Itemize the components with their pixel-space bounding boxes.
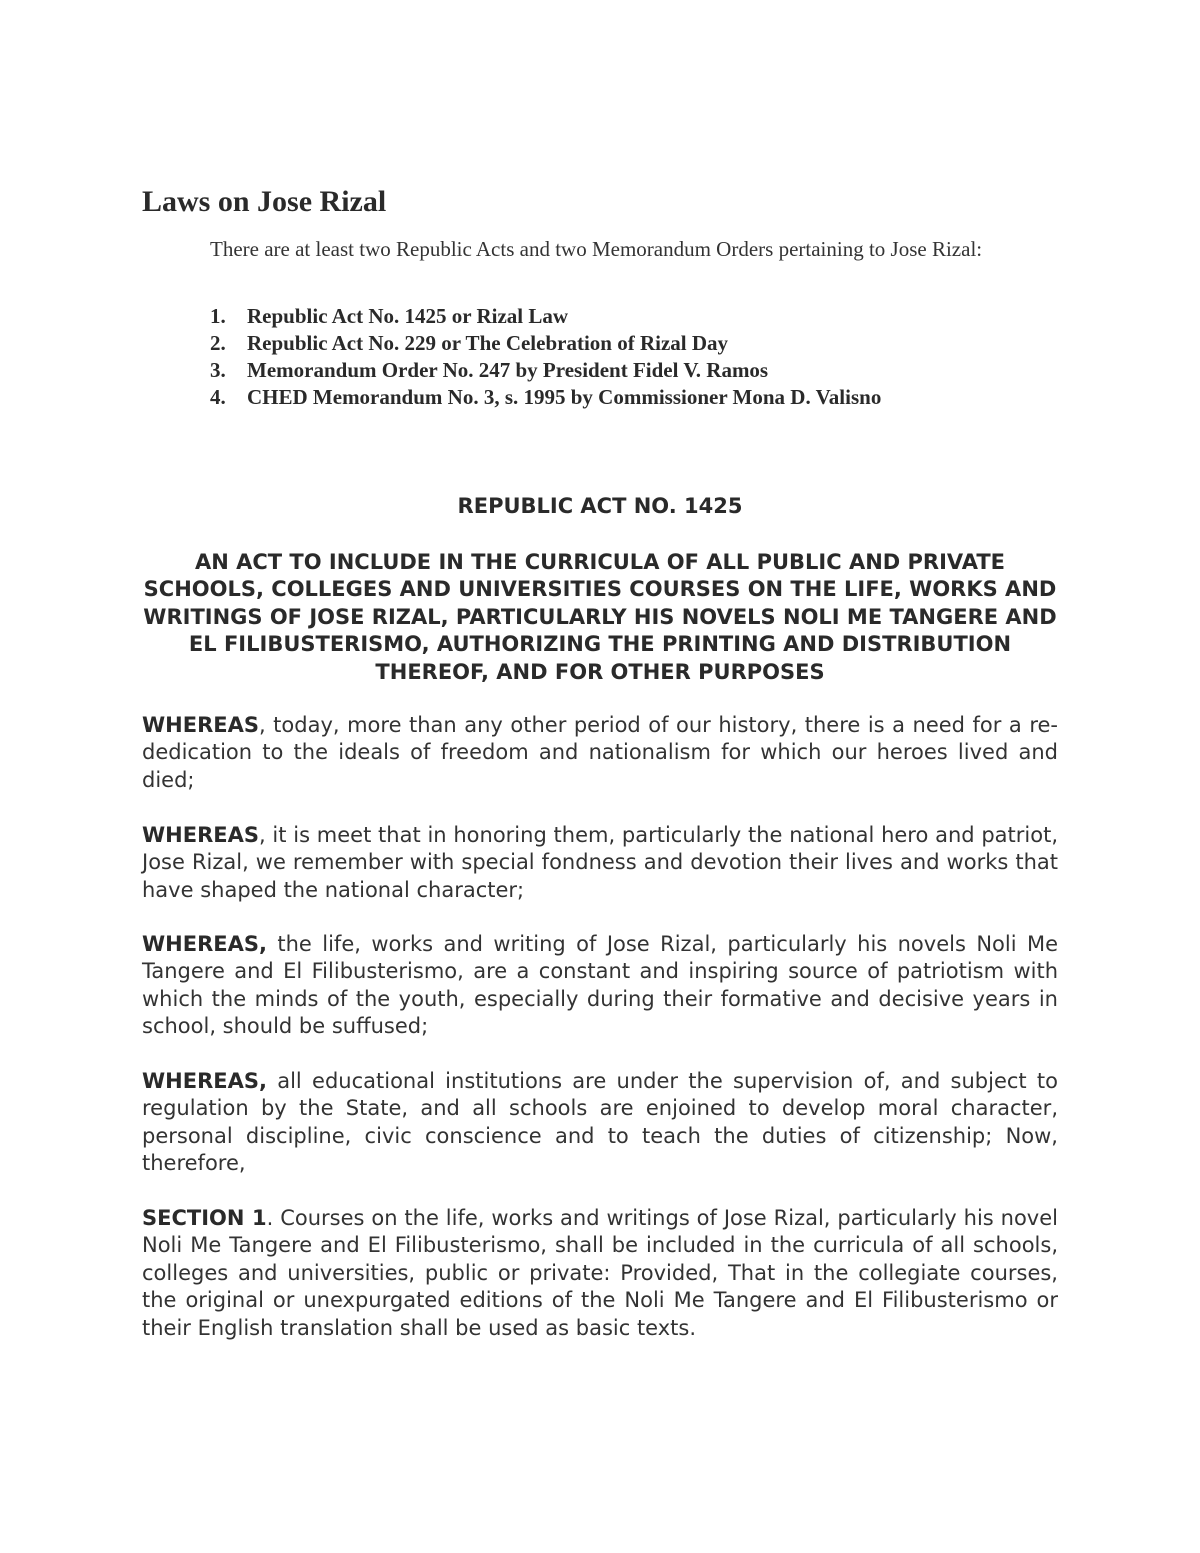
list-item — [142, 357, 881, 384]
clause-text: , today, more than any other period of our history, there is a need for a re-dedication to the ideals of freedom and nationalism for which our heroes lived and died; — [142, 713, 1058, 792]
clause-keyword: WHEREAS, — [142, 1069, 267, 1093]
clause-keyword: SECTION 1 — [142, 1206, 267, 1230]
whereas-clause — [142, 931, 1058, 1041]
whereas-clause — [142, 1068, 1058, 1178]
document-title: Laws on Jose Rizal — [142, 185, 387, 218]
clause-keyword: WHEREAS, — [142, 932, 267, 956]
list-item-text: Memorandum Order No. 247 by President Fidel V. Ramos — [247, 358, 769, 382]
clause-text: , it is meet that in honoring them, particularly the national hero and patriot, Jose Rizal, we remember with special fondness and devotion their lives and works that have shaped the national character; — [142, 823, 1058, 902]
document-page — [142, 0, 1058, 1553]
list-item-number: 3. — [210, 358, 226, 382]
laws-list — [142, 303, 881, 411]
list-item — [142, 384, 881, 411]
whereas-clause — [142, 712, 1058, 794]
clause-keyword: WHEREAS — [142, 713, 259, 737]
list-item — [142, 303, 881, 330]
clause-keyword: WHEREAS — [142, 823, 259, 847]
act-heading: REPUBLIC ACT NO. 1425 — [457, 494, 743, 518]
list-item-number: 4. — [210, 385, 226, 409]
list-item-text: CHED Memorandum No. 3, s. 1995 by Commissioner Mona D. Valisno — [247, 385, 882, 409]
intro-paragraph: There are at least two Republic Acts and two Memorandum Orders pertaining to Jose Rizal: — [210, 237, 983, 261]
clause-text: . Courses on the life, works and writings of Jose Rizal, particularly his novel Noli Me Tangere and El Filibusterismo, shall be included in the curricula of all schools, colleges and universities, public or private: Provided, That in the collegiate courses, the original or unexpurgated editions of the Noli Me Tangere and El Filibusterismo or their English translation shall be used as basic texts. — [142, 1206, 1058, 1340]
list-item-text: Republic Act No. 1425 or Rizal Law — [247, 304, 569, 328]
act-subtitle: AN ACT TO INCLUDE IN THE CURRICULA OF ALL PUBLIC AND PRIVATE SCHOOLS, COLLEGES AND UNIVERSITIES COURSES ON THE LIFE, WORKS AND WRITINGS OF JOSE RIZAL, PARTICULARLY HIS NOVELS NOLI ME TANGERE AND EL FILIBUSTERISMO, AUTHORIZING THE PRINTING AND DISTRIBUTION THEREOF, AND FOR OTHER PURPOSES — [143, 550, 1057, 684]
whereas-clause — [142, 822, 1058, 904]
list-item-text: Republic Act No. 229 or The Celebration of Rizal Day — [247, 331, 729, 355]
list-item-number: 2. — [210, 331, 226, 355]
section-clause — [142, 1205, 1058, 1342]
clause-text: all educational institutions are under the supervision of, and subject to regulation by the State, and all schools are enjoined to develop moral character, personal discipline, civic conscience and to teach the duties of citizenship; Now, therefore, — [142, 1069, 1058, 1176]
clause-text: the life, works and writing of Jose Rizal, particularly his novels Noli Me Tangere and El Filibusterismo, are a constant and inspiring source of patriotism with which the minds of the youth, especially during their formative and decisive years in school, should be suffused; — [142, 932, 1058, 1039]
list-item-number: 1. — [210, 304, 226, 328]
list-item — [142, 330, 881, 357]
